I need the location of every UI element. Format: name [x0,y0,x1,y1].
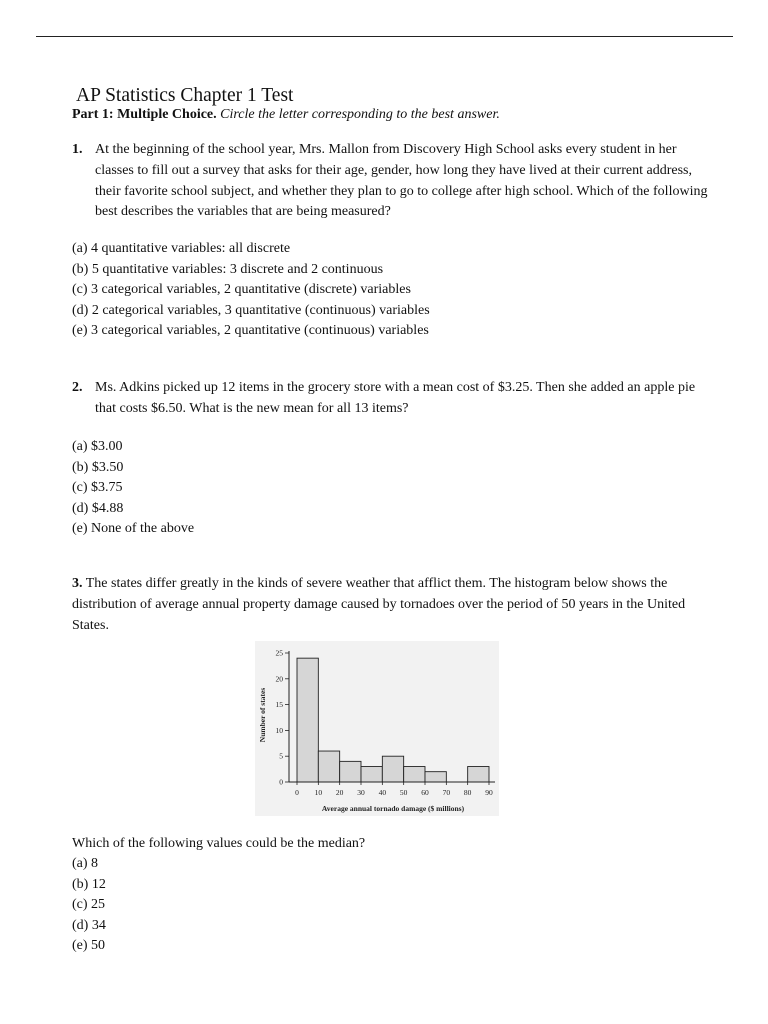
x-tick-label-90: 90 [485,788,493,797]
q3-option-b[interactable]: (b) 12 [72,876,106,892]
q3-option-e[interactable]: (e) 50 [72,938,106,953]
q1-option-d[interactable]: (d) 2 categorical variables, 3 quantitative (continuous) variables [72,302,430,318]
x-tick-label-30: 30 [357,788,365,797]
question-3-text: The states differ greatly in the kinds of severe weather that afflict them. The histogram below shows the distribution of average annual property damage caused by tornadoes over the period of 50 years in the United States. [72,576,686,633]
question-3-number: 3. [72,576,83,591]
page-title: AP Statistics Chapter 1 Test [76,85,294,106]
question-1-options [72,239,430,342]
x-tick-label-60: 60 [421,788,429,797]
q3-option-a[interactable]: (a) 8 [72,856,99,871]
q1-option-c[interactable]: (c) 3 categorical variables, 2 quantitative (discrete) variables [72,282,411,297]
y-tick-label-0: 0 [279,777,283,787]
question-1 [72,140,711,223]
tornado-damage-histogram [255,641,499,816]
question-1-text: At the beginning of the school year, Mrs. Mallon from Discovery High School asks every student in her classes to fill out a survey that asks for their age, gender, how long they have lived at their current address, their favorite school subject, and whether they plan to go to college after high school. Which of the following best describes the variables that are being measured? [95,142,708,220]
question-2-options [72,437,194,540]
y-axis-label: Number of states [258,687,267,743]
histogram-bar-20-30 [340,761,361,782]
x-tick-label-20: 20 [335,788,344,797]
q2-option-c[interactable]: (c) $3.75 [72,480,123,495]
y-ticks [276,649,290,787]
question-3-options [72,854,106,957]
part1-heading [72,106,500,124]
q3-option-c[interactable]: (c) 25 [72,897,106,912]
histogram-bar-60-70 [425,772,446,782]
q2-option-d[interactable]: (d) $4.88 [72,500,124,516]
histogram-bar-50-60 [404,767,425,782]
histogram-bar-10-20 [318,751,339,782]
y-tick-label-20: 20 [275,674,283,684]
question-2-text: Ms. Adkins picked up 12 items in the grocery store with a mean cost of $3.25. Then she added an apple pie that costs $6.50. What is the new mean for all 13 items? [95,380,696,416]
x-axis-label: Average annual tornado damage ($ millions) [321,804,465,813]
q2-option-a[interactable]: (a) $3.00 [72,439,123,454]
part1-label: Part 1: Multiple Choice. [72,107,217,122]
q1-option-b[interactable]: (b) 5 quantitative variables: 3 discrete and 2 continuous [72,261,384,277]
y-tick-label-25: 25 [275,648,283,658]
question-2 [72,378,711,420]
x-tick-label-50: 50 [399,788,408,797]
histogram-bar-0-10 [297,658,318,782]
question-3-prompt: Which of the following values could be the median? [72,836,366,851]
y-tick-label-5: 5 [279,751,283,761]
q1-option-e[interactable]: (e) 3 categorical variables, 2 quantitative (continuous) variables [72,323,429,338]
question-2-number: 2. [72,380,83,395]
y-tick-label-10: 10 [275,725,283,735]
x-tick-label-80: 80 [463,788,472,797]
q2-option-b[interactable]: (b) $3.50 [72,459,124,475]
y-tick-label-15: 15 [275,700,283,710]
q2-option-e[interactable]: (e) None of the above [72,521,195,536]
histogram-bar-80-90 [468,767,489,782]
question-1-number: 1. [72,142,83,157]
histogram-bar-40-50 [382,756,403,782]
x-tick-label-10: 10 [314,788,323,797]
histogram-bars [297,658,489,782]
x-tick-label-0: 0 [295,788,299,797]
header-rule [36,36,733,37]
question-3 [72,574,688,636]
x-tick-label-70: 70 [442,788,451,797]
x-ticks [295,782,493,797]
part1-instruction: Circle the letter corresponding to the best answer. [220,107,500,122]
histogram-bar-30-40 [361,767,382,782]
q1-option-a[interactable]: (a) 4 quantitative variables: all discrete [72,241,291,256]
x-tick-label-40: 40 [378,788,387,797]
q3-option-d[interactable]: (d) 34 [72,917,106,933]
